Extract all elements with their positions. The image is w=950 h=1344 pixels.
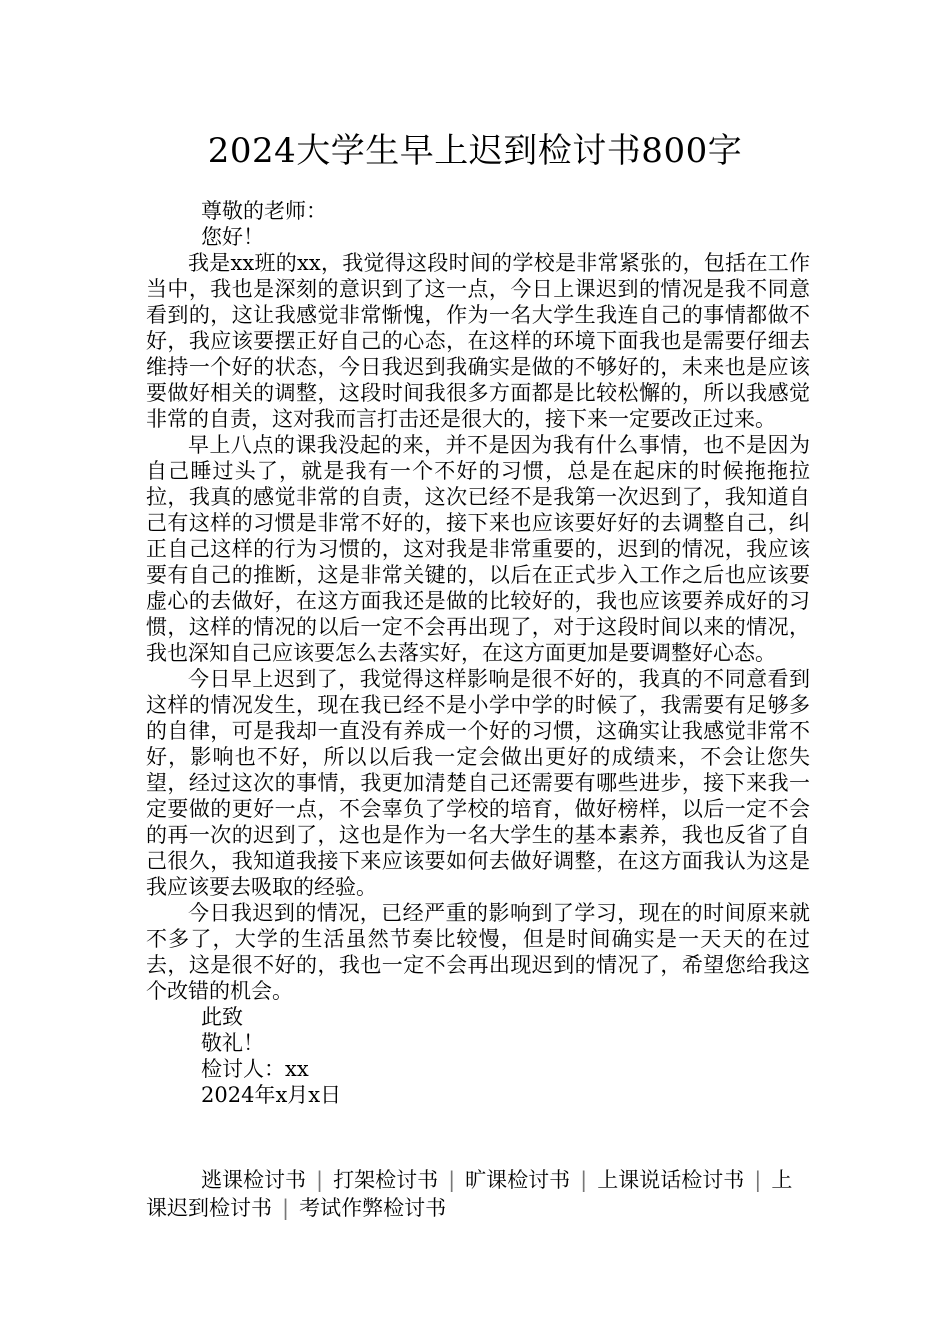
- date: 2024年x月x日: [201, 1083, 342, 1107]
- document-body: [146, 198, 810, 1108]
- paragraph: 我是xx班的xx，我觉得这段时间的学校是非常紧张的，包括在工作当中，我也是深刻的意识到了这一点，今日上课迟到的情况是我不同意看到的，这让我感觉非常惭愧，作为一名大学生我连自己的事情都做不好，我应该要摆正好自己的心态，在这样的环境下面我也是需要仔细去维持一个好的状态，今日我迟到我确实是做的不够好的，未来也是应该要做好相关的调整，这段时间我很多方面都是比较松懈的，所以我感觉非常的自责，这对我而言打击还是很大的，接下来一定要改正过来。: [146, 251, 810, 431]
- link-late-for-class[interactable]: 上课迟到检讨书: [146, 1168, 793, 1220]
- link-separator: |: [316, 1168, 324, 1192]
- link-separator: |: [580, 1168, 588, 1192]
- salutation: 尊敬的老师：: [201, 199, 327, 223]
- signature: 检讨人：xx: [201, 1057, 309, 1081]
- document-title: 2024大学生早上迟到检讨书800字: [207, 131, 743, 171]
- link-talking-in-class[interactable]: 上课说话检讨书: [597, 1168, 745, 1192]
- paragraph: 今日早上迟到了，我觉得这样影响是很不好的，我真的不同意看到这样的情况发生，现在我已经不是小学中学的时候了，我需要有足够多的自律，可是我却一直没有养成一个好的习惯，这确实让我感觉非常不好，影响也不好，所以以后我一定会做出更好的成绩来，不会让您失望，经过这次的事情，我更加清楚自己还需要有哪些进步，接下来我一定要做的更好一点，不会辜负了学校的培育，做好榜样，以后一定不会的再一次的迟到了，这也是作为一名大学生的基本素养，我也反省了自己很久，我知道我接下来应该要如何去做好调整，在这方面我认为这是我应该要去吸取的经验。: [146, 667, 810, 899]
- link-separator: |: [282, 1196, 290, 1220]
- link-skipping-class[interactable]: 逃课检讨书: [201, 1168, 306, 1192]
- related-links: [146, 1166, 810, 1222]
- greeting: 您好！: [201, 225, 264, 249]
- link-exam-cheating[interactable]: 考试作弊检讨书: [299, 1196, 447, 1220]
- link-truancy[interactable]: 旷课检讨书: [465, 1168, 571, 1192]
- link-separator: |: [754, 1168, 762, 1192]
- link-fighting[interactable]: 打架检讨书: [333, 1168, 439, 1192]
- closing-line: 此致: [201, 1005, 243, 1029]
- paragraph: 今日我迟到的情况，已经严重的影响到了学习，现在的时间原来就不多了，大学的生活虽然节奏比较慢，但是时间确实是一天天的在过去，这是很不好的，我也一定不会再出现迟到的情况了，希望您给我这个改错的机会。: [146, 901, 810, 1003]
- paragraph: 早上八点的课我没起的来，并不是因为我有什么事情，也不是因为自己睡过头了，就是我有一个不好的习惯，总是在起床的时候拖拖拉拉，我真的感觉非常的自责，这次已经不是我第一次迟到了，我知道自己有这样的习惯是非常不好的，接下来也应该要好好的去调整自己，纠正自己这样的行为习惯的，这对我是非常重要的，迟到的情况，我应该要有自己的推断，这是非常关键的，以后在正式步入工作之后也应该要虚心的去做好，在这方面我还是做的比较好的，我也应该要养成好的习惯，这样的情况的以后一定不会再出现了，对于这段时间以来的情况，我也深知自己应该要怎么去落实好，在这方面更加是要调整好心态。: [146, 433, 810, 665]
- link-separator: |: [448, 1168, 456, 1192]
- closing-salute: 敬礼！: [201, 1031, 264, 1055]
